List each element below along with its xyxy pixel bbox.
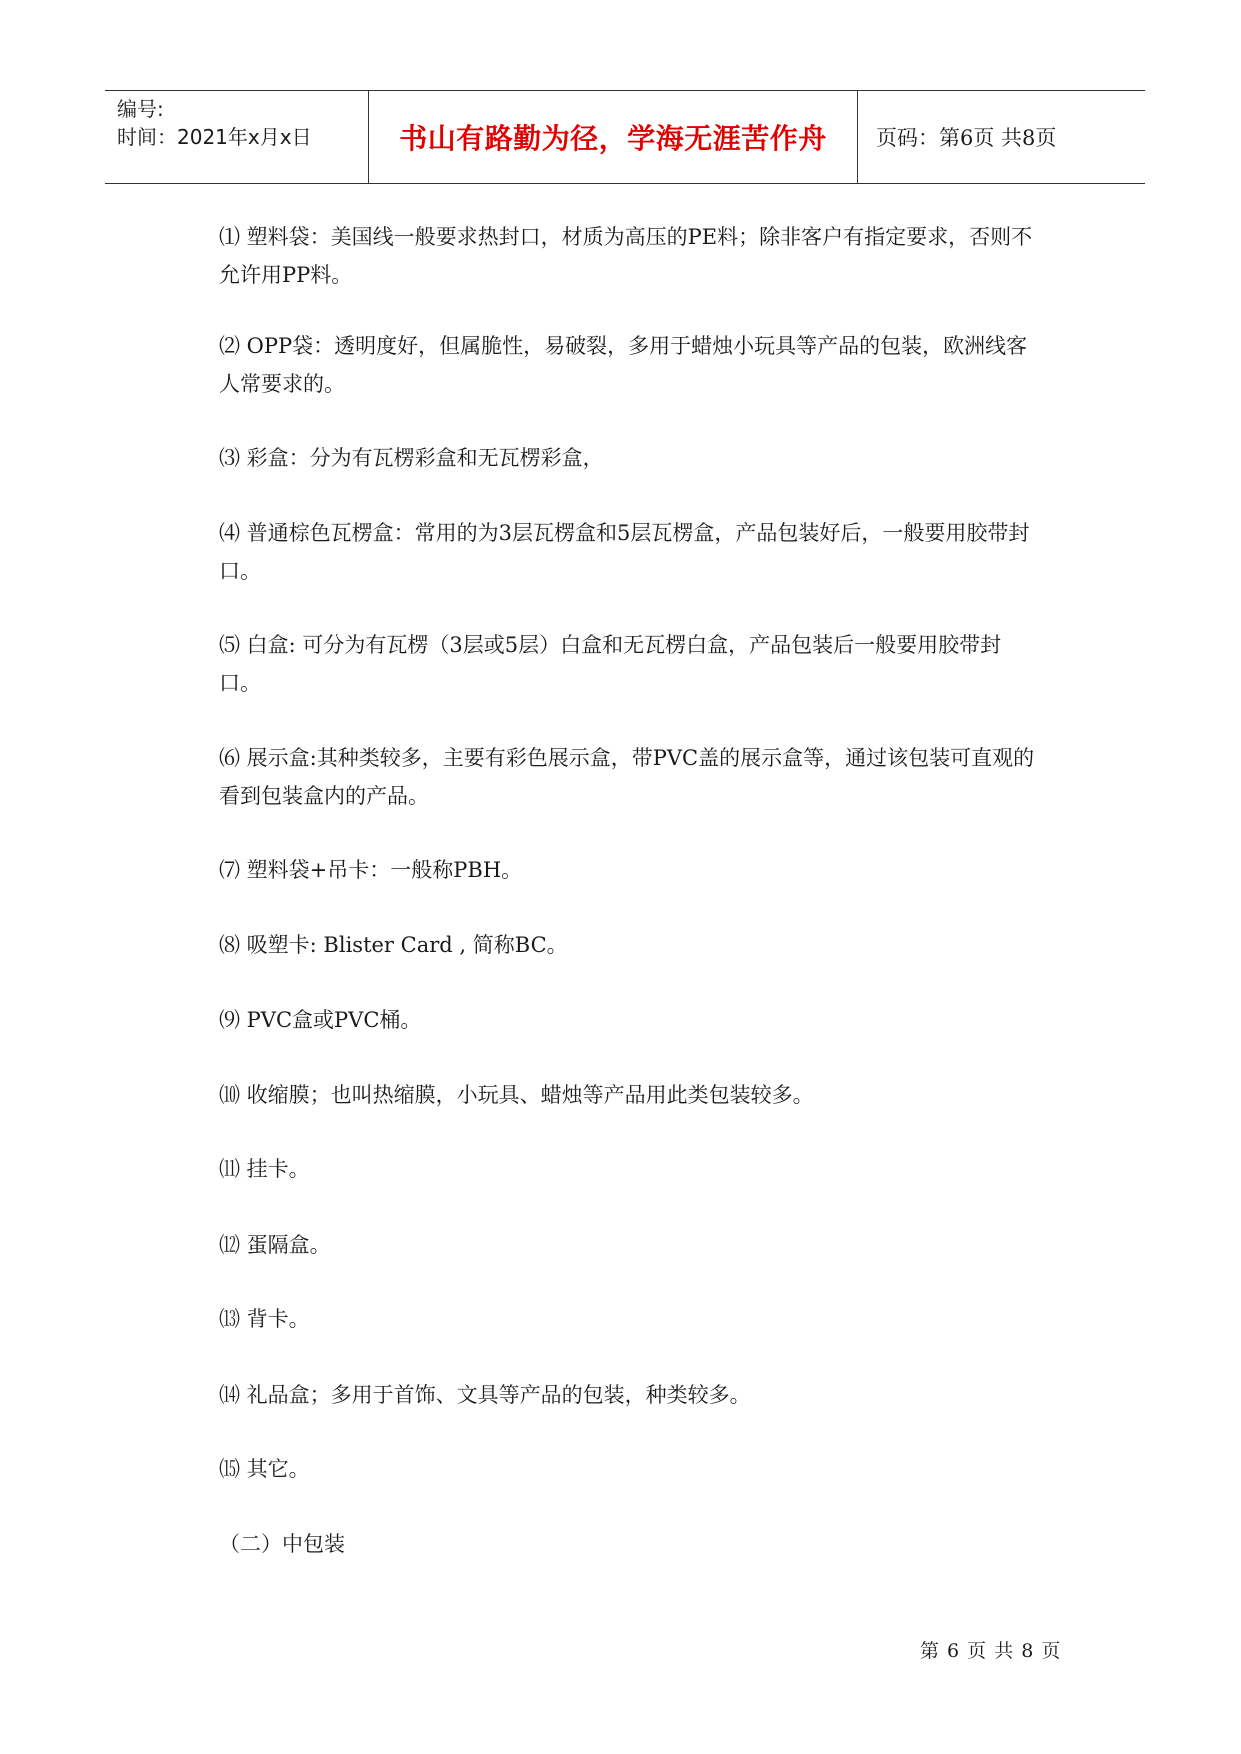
paragraph-6: ⑹ 展示盒:其种类较多，主要有彩色展示盒，带PVC盖的展示盒等，通过该包装可直观的看到包装盒内的产品。 bbox=[219, 746, 1035, 808]
paragraph-13: ⒀ 背卡。 bbox=[219, 1307, 310, 1331]
paragraph-7: ⑺ 塑料袋+吊卡：一般称PBH。 bbox=[219, 858, 523, 882]
header-motto: 书山有路勤为径，学海无涯苦作舟 bbox=[399, 122, 827, 155]
paragraph-5: ⑸ 白盒: 可分为有瓦楞（3层或5层）白盒和无瓦楞白盒，产品包装后一般要用胶带封口。 bbox=[219, 633, 1002, 695]
paragraph-9: ⑼ PVC盒或PVC桶。 bbox=[219, 1008, 422, 1032]
page-footer: 第 6 页 共 8 页 bbox=[920, 1640, 1062, 1662]
paragraph-11: ⑾ 挂卡。 bbox=[219, 1157, 310, 1181]
paragraph-2: ⑵ OPP袋：透明度好，但属脆性，易破裂，多用于蜡烛小玩具等产品的包装，欧洲线客人常要求的。 bbox=[219, 334, 1028, 396]
document-number-label: 编号: bbox=[117, 97, 164, 121]
paragraph-10: ⑽ 收缩膜；也叫热缩膜，小玩具、蜡烛等产品用此类包装较多。 bbox=[219, 1083, 814, 1107]
paragraph-14: ⒁ 礼品盒；多用于首饰、文具等产品的包装，种类较多。 bbox=[219, 1383, 751, 1407]
paragraph-15: ⒂ 其它。 bbox=[219, 1457, 310, 1481]
header-info-cell bbox=[105, 91, 369, 183]
header-page-cell bbox=[858, 91, 1145, 183]
paragraph-4: ⑷ 普通棕色瓦楞盒：常用的为3层瓦楞盒和5层瓦楞盒，产品包装好后，一般要用胶带封口。 bbox=[219, 521, 1030, 583]
section-heading: （二）中包装 bbox=[219, 1532, 345, 1556]
page-header bbox=[105, 90, 1145, 184]
document-date-label: 时间：2021年x月x日 bbox=[117, 125, 312, 149]
paragraph-3: ⑶ 彩盒：分为有瓦楞彩盒和无瓦楞彩盒， bbox=[219, 446, 604, 470]
header-page-number: 页码：第6页 共8页 bbox=[876, 126, 1057, 150]
paragraph-8: ⑻ 吸塑卡: Blister Card , 简称BC。 bbox=[219, 933, 568, 957]
paragraph-12: ⑿ 蛋隔盒。 bbox=[219, 1233, 331, 1257]
paragraph-1: ⑴ 塑料袋：美国线一般要求热封口，材质为高压的PE料；除非客户有指定要求，否则不允许用PP料。 bbox=[219, 225, 1033, 287]
header-motto-cell bbox=[369, 91, 858, 183]
